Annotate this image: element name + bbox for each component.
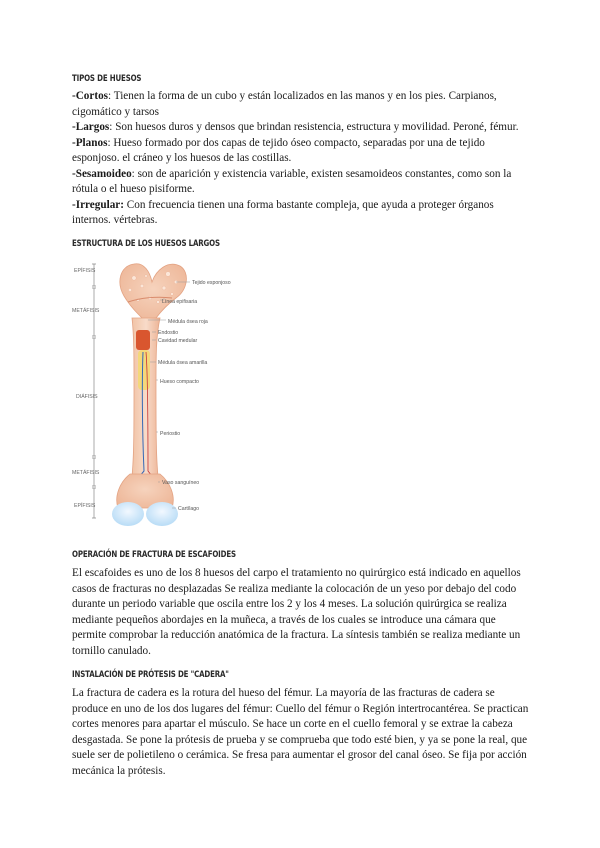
- bone-type-item: [72, 167, 530, 198]
- diagram-label: Línea epifisaria: [162, 299, 198, 305]
- zone-brackets: [92, 264, 96, 518]
- bone-type-item: [72, 136, 530, 167]
- diagram-label: Hueso compacto: [160, 379, 199, 385]
- diagram-label: Vaso sanguíneo: [162, 480, 200, 486]
- heading-protesis-cadera: INSTALACIÓN DE PRÓTESIS DE "CADERA": [72, 670, 229, 680]
- diagram-label: Cavidad medular: [158, 338, 198, 344]
- diagram-label: Cartílago: [178, 506, 200, 512]
- diagram-label: Periostio: [160, 431, 181, 437]
- diagram-label: Endostio: [158, 330, 179, 336]
- bone-type-text: : Tienen la forma de un cubo y están localizados en las manos y en los pies. Carpianos, cigomático y tarsos: [72, 90, 497, 118]
- bone-type-term: -Sesamoideo: [72, 167, 132, 180]
- zone-label: EPÍFISIS: [74, 503, 96, 509]
- bone-types-list: [72, 89, 530, 229]
- zone-label: METÁFISIS: [72, 470, 100, 476]
- bone-type-text: : Son huesos duros y densos que brindan resistencia, estructura y movilidad. Peroné, fémur.: [109, 121, 519, 133]
- zone-label: DIÁFISIS: [76, 394, 98, 400]
- diagram-label: Tejido esponjoso: [192, 280, 231, 286]
- zone-label: EPÍFISIS: [74, 268, 96, 274]
- heading-operacion-escafoides: OPERACIÓN DE FRACTURA DE ESCAFOIDES: [72, 550, 236, 560]
- long-bone-diagram: [72, 256, 282, 536]
- bone-type-term: -Irregular:: [72, 198, 124, 211]
- zone-label: METÁFISIS: [72, 308, 100, 314]
- bone-type-item: [72, 198, 530, 229]
- heading-tipos-de-huesos: TIPOS DE HUESOS: [72, 74, 142, 84]
- heading-estructura-huesos-largos: ESTRUCTURA DE LOS HUESOS LARGOS: [72, 239, 220, 249]
- bone-type-text: Con frecuencia tienen una forma bastante compleja, que ayuda a proteger órganos internos. vértebras.: [72, 198, 494, 226]
- scaphoid-paragraph: El escafoides es uno de los 8 huesos del carpo el tratamiento no quirúrgico está indicado en aquellos casos de fracturas no desplazadas Se realiza mediante la colocación de un yeso por debajo del codo durante un periodo variable que oscila entre los 2 y los 4 meses. La solución quirúrgica se realiza mediante pequeños abordajes en la muñeca, a través de los cuales se introduce una cámara que permite comprobar la reducción anatómica de la fractura. La síntesis también se realiza mediante un tornillo canulado.: [72, 567, 521, 657]
- diagram-label: Médula ósea roja: [168, 319, 208, 325]
- bone-type-text: : son de aparición y existencia variable, existen sesamoideos constantes, como son la rótula o el hueso pisiforme.: [72, 167, 512, 195]
- bone-type-item: [72, 89, 530, 120]
- bone-type-term: -Planos: [72, 136, 108, 149]
- diagram-label: Médula ósea amarilla: [158, 360, 208, 366]
- hip-prosthesis-paragraph: La fractura de cadera es la rotura del hueso del fémur. La mayoría de las fracturas de cadera se produce en uno de los dos lugares del fémur: Cuello del fémur o Región intertrocantérea. Se practican cortes menores para apartar el músculo. Se hace un corte en el cuello femoral y se extrae la cabeza desgastada. Se pone la prótesis de prueba y se comprueba que todo esté bien, y ya se pone la real, que suele ser de polietileno o cerámica. Se fresa para aumentar el grosor del canal óseo. Se fija por acción mecánica la prótesis.: [72, 687, 529, 777]
- bone-type-text: : Hueso formado por dos capas de tejido óseo compacto, separadas por una de tejido esponjoso. el cráneo y los huesos de las costillas.: [72, 136, 485, 164]
- bone-type-term: -Cortos: [72, 90, 109, 102]
- bone-type-term: -Largos: [72, 121, 110, 133]
- bone-type-item: [72, 120, 530, 136]
